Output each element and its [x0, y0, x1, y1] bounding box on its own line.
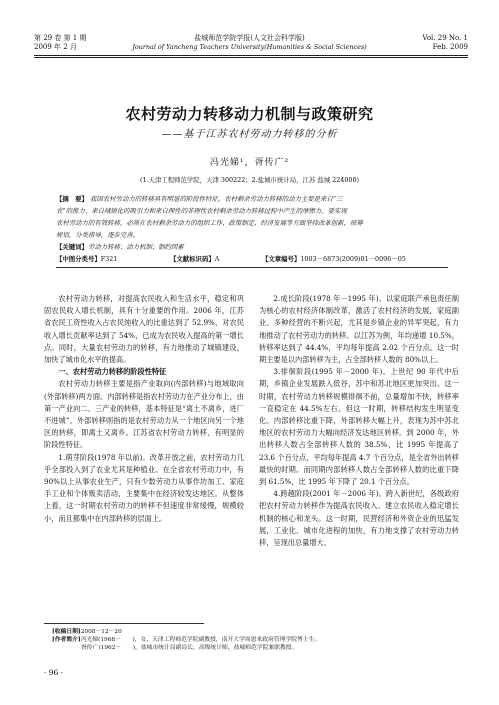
footnote-received-label: [收稿日期]: [52, 629, 81, 635]
footnote-block: [52, 628, 452, 652]
article-no-line: [262, 253, 406, 265]
article-authors: 冯光娣¹，胥传广²: [209, 158, 290, 168]
left-paragraph-1: 农村劳动力转移，对提高农民收入和生活水平，稳定和巩固农民收入增长机制，具有十分重要的作用。2006 年，江苏省农民工资性收入占农民纯收入的比重达到了 52.9%，对农民收入增长贡献率达到了 54%，已成为农民收入提高的第一增长点。同时，大量农村劳动力的转移，有力地推动了城镇建设，加快了城市化水平的提高。: [44, 294, 244, 365]
footnote-author-1: [52, 636, 452, 644]
keywords-text: 劳动力转移；动力机制；制约因素: [87, 243, 184, 251]
clc-value: F321: [100, 255, 118, 263]
abstract-rule: [56, 267, 448, 268]
right-paragraph-3: 4.跨越阶段(2001 年－2006 年)。跨入新世纪，各级政府把农村劳动力转移作为提高农民收入、建立农民收入稳定增长机制的核心和龙头。这一时期，民营经济和外资企业的迅猛发展，工业化、城市化进程的加快，有力地支撑了农村劳动力转移，呈现出总量增大、: [259, 489, 459, 548]
header-date: 2009 年 2 月: [34, 43, 77, 51]
right-column: [259, 293, 459, 549]
abstract-line-3: 农村劳动力的有效转移，必须在农村剩余劳动力的组织工作、政策制定、经济发展等方面坚持改革创新，统筹: [56, 219, 363, 227]
article-title: 农村劳动力转移动力机制与政策研究: [125, 105, 374, 123]
abstract-label: 【摘 要】: [56, 195, 88, 203]
right-paragraph-2: 3.徘徊阶段(1995 年－2000 年)。上世纪 90 年代中后期，乡镇企业发展跌入低谷，苏中和苏北地区更加突出。这一时期，农村劳动力转移规模徘徊不前，总量增加不快，转移率一直稳定在 44.5%左右。但这一时期，转移结构发生明显变化。内部转移比重下降，外部转移大幅上升，表现为苏中苏北地区的农村劳动力大幅向经济发达地区转移。到 2000 年，外出转移人数占全部转移人数的 38.5%，比 1995 年提高了 23.6 个百分点，平均每年提高 4.7 个百分点，是全省外出转移最快的时期。而同期内部转移人数占全部转移人数的比重下降到 61.5%，比 1995 年下降了 20.1 个百分点。: [259, 367, 459, 487]
section-heading-1: 一、农村劳动力转移的阶段性特征: [58, 367, 167, 377]
footnote-rule: [44, 623, 204, 624]
abstract-text-1: 我国农村劳动力的转移具有明显的阶段性特征。农村剩余劳动力转移的动力主要是来自“三: [90, 195, 343, 203]
doc-code-line: [170, 253, 219, 265]
header-feb-en: Feb. 2009: [432, 43, 468, 51]
clc-label: 【中图分类号】: [56, 255, 101, 263]
header-volume-issue: 第 29 卷 第 1 期: [34, 34, 87, 42]
left-paragraph-2: 农村劳动力转移主要是指产业取向(内部转移)与地域取向(外部转移)两方面。内部转移是指农村劳动力在产业分布上，由第一产业向二、三产业的转移，基本特征是“离土不离乡，进厂不进城”。外部转移则指的是农村劳动力从一个地区向另一个地区的转移，即离土又离乡。江苏省农村劳动力转移，有明显的阶段性特征。: [44, 379, 244, 450]
header-vol-en: Vol. 29 No. 1: [422, 34, 468, 42]
footnote-author-2: 胥传广(1962－ )，盐城市统计局副局长，高级统计师，盐城师范学院兼职教授。: [81, 645, 298, 651]
page-number: · 96 ·: [44, 668, 64, 677]
abstract-line-1: [56, 193, 448, 205]
article-no-value: 1003－6873(2009)01－0096－05: [300, 255, 406, 263]
clc-line: [56, 253, 117, 265]
header-rule-1: [34, 55, 468, 56]
left-column: [44, 293, 244, 525]
article-subtitle: ——基于江苏农村劳动力转移的分析: [161, 129, 338, 140]
footnote-received-date: 2008－12－20: [80, 629, 122, 635]
abstract-line-2: 农”的推力、来自城镇化的吸引力和来自理性的非理性农村剩余劳动力转移过程中产生的摩擦力。要实现: [56, 207, 347, 215]
doc-code-label: 【文献标识码】: [170, 255, 215, 263]
header-journal-en: Journal of Yancheng Teachers University(Humanities & Social Sciences): [132, 43, 367, 51]
article-affiliation: (1.天津工程师范学院，天津 300222；2.盐城市统计局，江苏 盐城 224000): [139, 176, 360, 184]
header-journal-cn: 盐城师范学院学报(人文社会科学版): [194, 34, 305, 42]
abstract-block: [56, 193, 448, 253]
right-paragraph-1: 2.成长阶段(1978 年－1995 年)。以家庭联产承包责任制为核心的农村经济体制改革，激活了农村经济的发展，家庭副业、多种经营的不断兴起，尤其是乡镇企业的异军突起，有力地推动了农村劳动力的转移。以江苏为例，年均递增 10.5%，转移率达到了 44.4%，平均每年提高 2.02 个百分点。这一时期主要是以内部转移为主，占全部转移人数的 80%以上。: [259, 294, 459, 365]
doc-code-value: A: [214, 255, 220, 263]
keywords-line: [56, 241, 448, 253]
keywords-label: 【关键词】: [56, 243, 88, 251]
footnote-received: [52, 628, 452, 636]
footnote-author-1-text: 冯光娣(1968－ )，女，天津工程师范学院副教授，南开大学周恩来政府管理学院博士生。: [80, 637, 321, 643]
left-paragraph-3: 1.萌芽阶段(1978 年以前)。改革开放之前，农村劳动力几乎全部投入到了农业尤其是种植业。在全省农村劳动力中，有 90%以上从事农业生产，只有少数劳动力从事作坊加工、家庭手工业和个体贩卖活动，主要集中在经济较发达地区。从整体上看，这一时期农村劳动力的转移不但速度非常缓慢，规模较小，而且都集中在内部转移的层面上。: [44, 452, 244, 523]
header-rule-2: [34, 57, 468, 58]
abstract-line-4: 规划，分类指导，逐步完善。: [56, 231, 140, 239]
article-no-label: 【文章编号】: [262, 255, 301, 263]
footnote-author-label: [作者简介]: [52, 637, 81, 643]
